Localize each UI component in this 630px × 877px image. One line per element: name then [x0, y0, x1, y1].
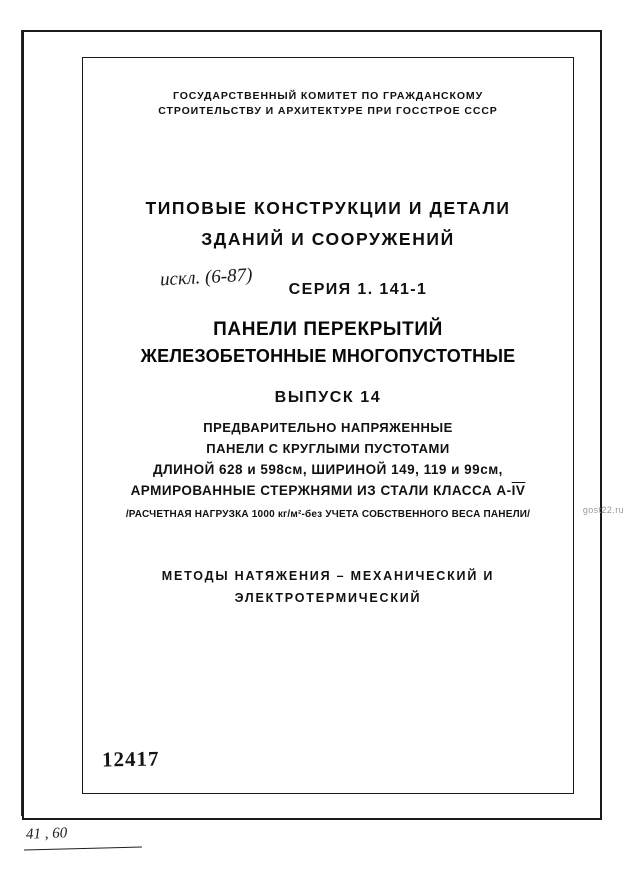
- product-title-line-2: ЖЕЛЕЗОБЕТОННЫЕ МНОГОПУСТОТНЫЕ: [140, 346, 516, 366]
- description-line-3: ДЛИНОЙ 628 и 598см, ШИРИНОЙ 149, 119 и 99см,: [153, 462, 503, 477]
- methods-line-2: ЭЛЕКТРОТЕРМИЧЕСКИЙ: [234, 591, 422, 605]
- organization-line-2: СТРОИТЕЛЬСТВУ И АРХИТЕКТУРЕ ПРИ ГОССТРОЕ СССР: [158, 105, 498, 117]
- description-line-1: ПРЕДВАРИТЕЛЬНО НАПРЯЖЕННЫЕ: [203, 420, 453, 435]
- description-line-2: ПАНЕЛИ С КРУГЛЫМИ ПУСТОТАМИ: [206, 441, 450, 456]
- steel-class-roman: $\overline{IV}$: [511, 483, 526, 498]
- issuing-organization: [104, 89, 552, 119]
- description-line-4: [104, 480, 552, 501]
- handwritten-bottom-note: 41 , 60: [25, 825, 68, 843]
- document-title-line-1: ТИПОВЫЕ КОНСТРУКЦИИ И ДЕТАЛИ: [145, 198, 511, 218]
- spacer: [104, 119, 552, 193]
- series-row: [104, 265, 552, 305]
- series-number: СЕРИЯ 1. 141-1: [288, 281, 428, 298]
- product-title: [104, 317, 552, 369]
- title-page-content: [82, 57, 574, 794]
- document-title-line-2: ЗДАНИЙ И СООРУЖЕНИЙ: [201, 229, 455, 249]
- organization-line-1: ГОСУДАРСТВЕННЫЙ КОМИТЕТ ПО ГРАЖДАНСКОМУ: [173, 90, 483, 102]
- product-description: [104, 417, 552, 525]
- methods-line-1: МЕТОДЫ НАТЯЖЕНИЯ – МЕХАНИЧЕСКИЙ И: [161, 569, 495, 583]
- issue-number: ВЫПУСК 14: [274, 389, 382, 406]
- product-title-line-1: ПАНЕЛИ ПЕРЕКРЫТИЙ: [213, 319, 443, 340]
- description-line-4-text: АРМИРОВАННЫЕ СТЕРЖНЯМИ ИЗ СТАЛИ КЛАССА А-: [130, 483, 512, 498]
- handwritten-underline: [24, 846, 142, 850]
- description-line-5: /РАСЧЕТНАЯ НАГРУЗКА 1000 кг/м²-без УЧЕТА СОБСТВЕННОГО ВЕСА ПАНЕЛИ/: [125, 509, 531, 520]
- archive-stamp-number: 12417: [101, 746, 160, 772]
- handwritten-annotation: искл. (6-87): [159, 264, 253, 291]
- document-title: [104, 193, 552, 255]
- watermark: gost22.ru: [582, 505, 624, 515]
- tensioning-methods: [104, 565, 552, 609]
